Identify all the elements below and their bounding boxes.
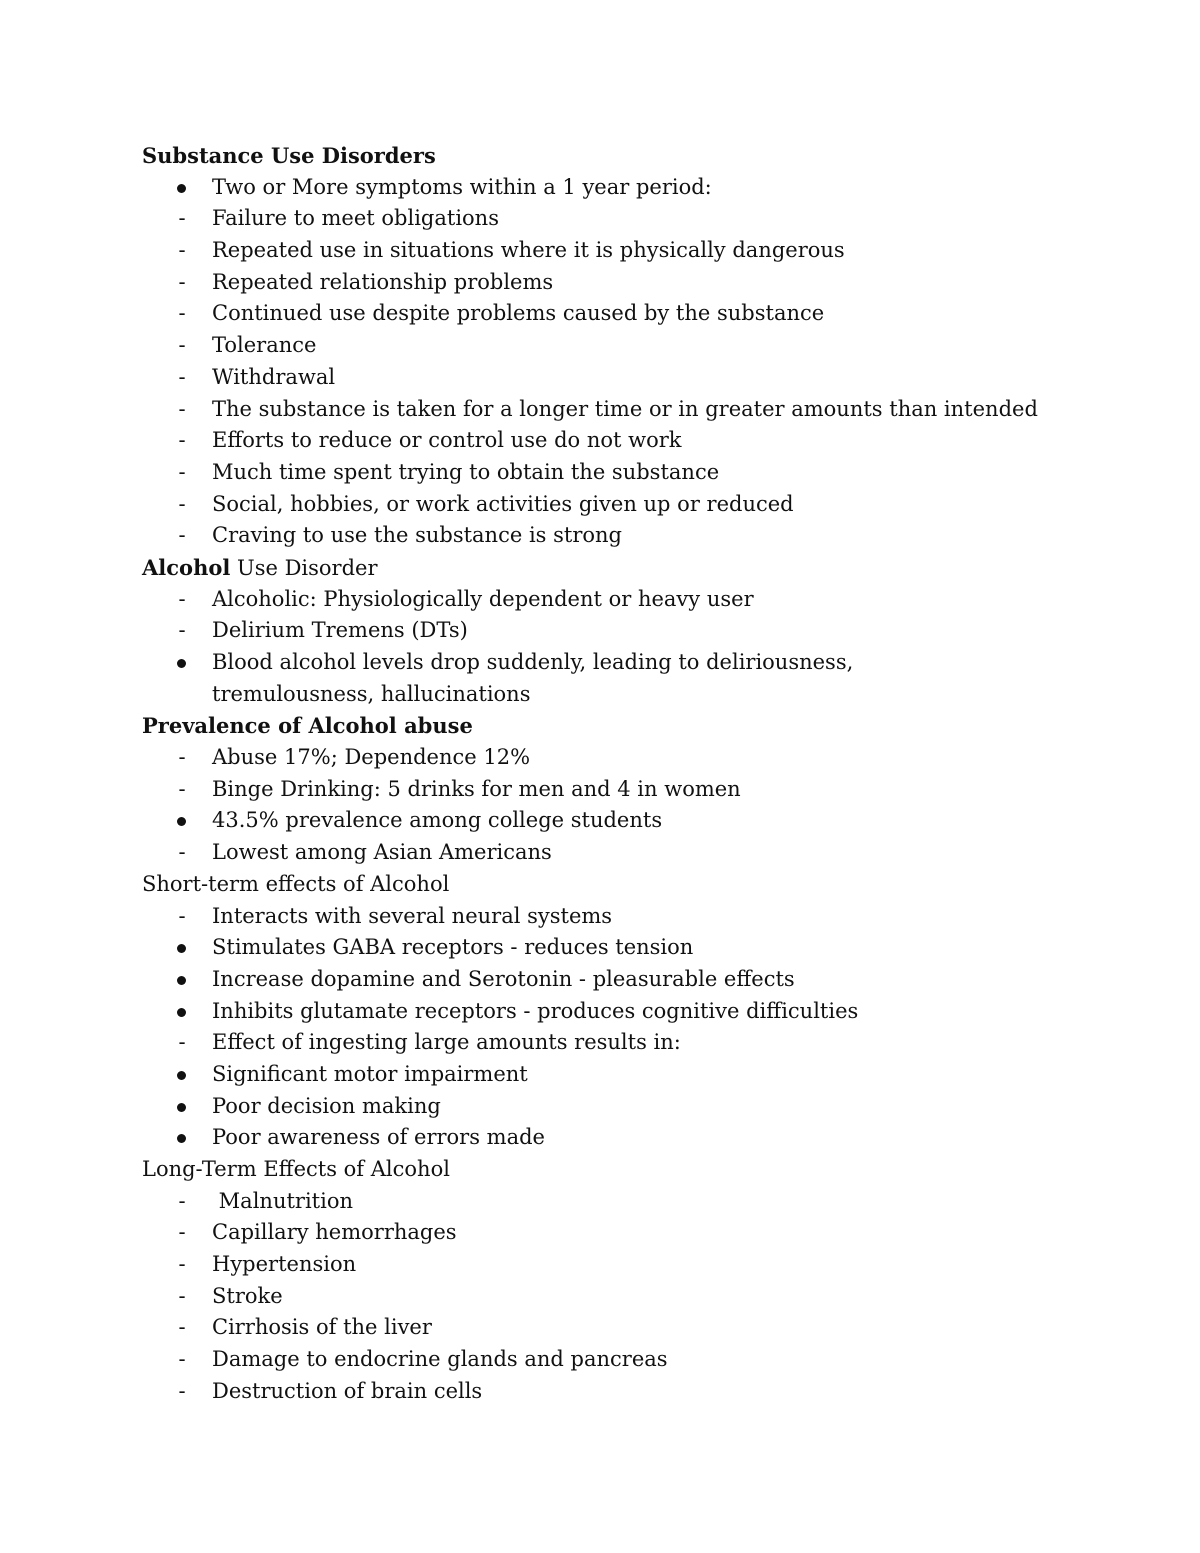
list-item-text: Stimulates GABA receptors - reduces tension (212, 935, 694, 960)
list-item-text: Interacts with several neural systems (212, 903, 613, 928)
document-page (0, 140, 1200, 1408)
dash-icon: - (178, 776, 186, 801)
list-item-text: Binge Drinking: 5 drinks for men and 4 in women (212, 776, 741, 801)
list-item-text: Inhibits glutamate receptors - produces cognitive difficulties (212, 998, 859, 1023)
list-item (0, 1376, 1200, 1408)
dash-icon: - (178, 1252, 186, 1277)
dash-icon: - (178, 333, 186, 358)
section-heading (0, 552, 1200, 584)
list-item-text: The substance is taken for a longer time or in greater amounts than intended (212, 396, 1038, 421)
list-item-text: Increase dopamine and Serotonin - pleasurable effects (212, 966, 795, 991)
dash-icon: - (178, 459, 186, 484)
list-item (0, 394, 1200, 426)
list-item (0, 330, 1200, 362)
dash-icon: - (178, 238, 186, 263)
list-item (0, 1091, 1200, 1123)
list-item (0, 1059, 1200, 1091)
list-item-text: Repeated relationship problems (212, 269, 554, 294)
dash-icon: - (178, 840, 186, 865)
list-item (0, 584, 1200, 616)
section-heading: Substance Use Disorders (142, 143, 436, 168)
list-item (0, 996, 1200, 1028)
list-item-text: Repeated use in situations where it is physically dangerous (212, 238, 845, 263)
dash-icon: - (178, 618, 186, 643)
dash-icon: - (178, 491, 186, 516)
dash-icon: - (178, 396, 186, 421)
list-item (0, 298, 1200, 330)
dash-icon: - (178, 1347, 186, 1372)
list-item-text: Damage to endocrine glands and pancreas (212, 1347, 668, 1372)
list-item-text: Withdrawal (212, 364, 336, 389)
list-item (0, 647, 1200, 710)
dash-icon: - (178, 206, 186, 231)
list-item-text: Malnutrition (212, 1188, 353, 1213)
list-item-text: Abuse 17%; Dependence 12% (212, 745, 531, 770)
list-item (0, 615, 1200, 647)
dash-icon: - (178, 1315, 186, 1340)
dash-icon: - (178, 1283, 186, 1308)
dash-icon: - (178, 364, 186, 389)
list-item-text: Alcoholic: Physiologically dependent or heavy user (212, 586, 754, 611)
section-heading: Long-Term Effects of Alcohol (142, 1157, 450, 1182)
dash-icon: - (178, 1378, 186, 1403)
list-item (0, 932, 1200, 964)
list-item-text: Continued use despite problems caused by the substance (212, 301, 825, 326)
list-item (0, 1217, 1200, 1249)
list-item-text: Poor decision making (212, 1093, 441, 1118)
list-item (0, 901, 1200, 933)
dash-icon: - (178, 1220, 186, 1245)
list-item-text: Poor awareness of errors made (212, 1125, 545, 1150)
list-item-text: Blood alcohol levels drop suddenly, leading to deliriousness, tremulousness, hallucinations (212, 650, 854, 706)
section-heading-bold-part: Alcohol (142, 554, 231, 580)
list-item (0, 457, 1200, 489)
list-item-text: Social, hobbies, or work activities given up or reduced (212, 491, 794, 516)
list-item-text: Destruction of brain cells (212, 1378, 483, 1403)
list-item (0, 837, 1200, 869)
list-item-text: Stroke (212, 1283, 283, 1308)
list-item-text: Two or More symptoms within a 1 year period: (212, 174, 712, 199)
list-item-text: Tolerance (212, 333, 317, 358)
list-item-text: Failure to meet obligations (212, 206, 499, 231)
list-item (0, 172, 1200, 204)
list-item (0, 425, 1200, 457)
list-item-text: Effect of ingesting large amounts results in: (212, 1030, 681, 1055)
dash-icon: - (178, 428, 186, 453)
list-item (0, 1344, 1200, 1376)
dash-icon: - (178, 269, 186, 294)
dash-icon: - (178, 745, 186, 770)
dash-icon: - (178, 903, 186, 928)
section-heading-rest: Use Disorder (230, 555, 378, 580)
list-item (0, 1122, 1200, 1154)
list-item-text: Delirium Tremens (DTs) (212, 618, 468, 643)
dash-icon: - (178, 523, 186, 548)
list-item-text: 43.5% prevalence among college students (212, 808, 663, 833)
list-item (0, 489, 1200, 521)
list-item (0, 1027, 1200, 1059)
list-item (0, 742, 1200, 774)
list-item-text: Hypertension (212, 1252, 357, 1277)
list-item-text: Lowest among Asian Americans (212, 840, 552, 865)
list-item-text: Much time spent trying to obtain the substance (212, 459, 720, 484)
list-item (0, 1281, 1200, 1313)
list-item-text: Cirrhosis of the liver (212, 1315, 432, 1340)
list-item (0, 267, 1200, 299)
list-item (0, 805, 1200, 837)
list-item (0, 203, 1200, 235)
section-heading: Prevalence of Alcohol abuse (142, 713, 473, 739)
list-item-text: Efforts to reduce or control use do not work (212, 428, 682, 453)
list-item (0, 964, 1200, 996)
list-item (0, 362, 1200, 394)
list-item-text: Capillary hemorrhages (212, 1220, 457, 1245)
list-item (0, 774, 1200, 806)
list-item (0, 235, 1200, 267)
list-item (0, 1186, 1200, 1218)
list-item (0, 1249, 1200, 1281)
section-heading: Short-term effects of Alcohol (142, 871, 450, 896)
list-item-text: Significant motor impairment (212, 1061, 528, 1086)
dash-icon: - (178, 1030, 186, 1055)
dash-icon: - (178, 1188, 186, 1213)
list-item (0, 1312, 1200, 1344)
list-item (0, 520, 1200, 552)
dash-icon: - (178, 301, 186, 326)
dash-icon: - (178, 586, 186, 611)
list-item-text: Craving to use the substance is strong (212, 523, 622, 548)
